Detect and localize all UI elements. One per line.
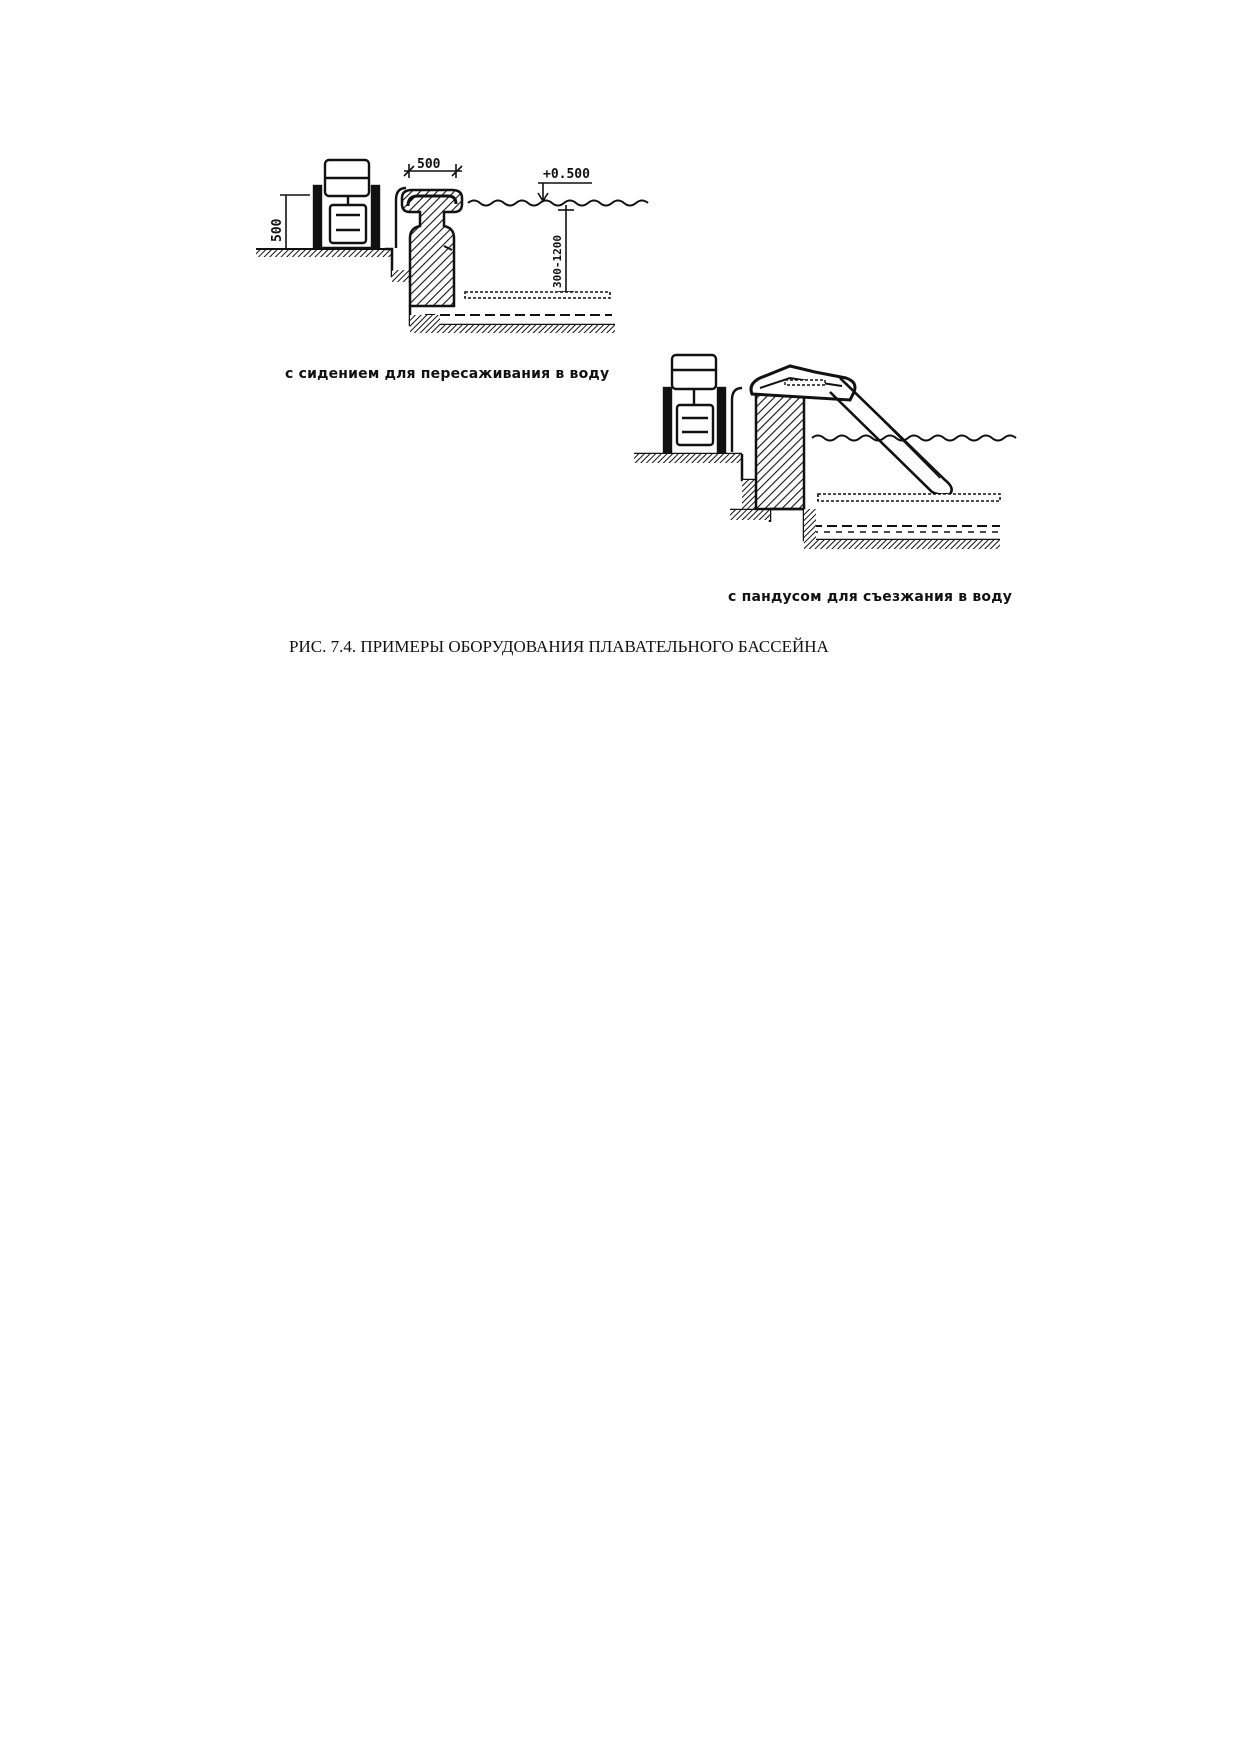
transfer-seat-caption: с сидением для пересаживания в воду bbox=[285, 366, 610, 382]
pool-bottom-left bbox=[410, 306, 615, 333]
wheelchair-icon bbox=[313, 160, 380, 248]
figure bbox=[0, 0, 1240, 700]
ramp-caption: с пандусом для съезжания в воду bbox=[728, 589, 1013, 605]
water-surface-left bbox=[468, 201, 648, 206]
seat-height-label: 500 bbox=[270, 218, 285, 242]
pool-floor-mat-right bbox=[818, 494, 1000, 501]
deck-ground-right bbox=[634, 454, 770, 522]
water-level-label: +0.500 bbox=[543, 167, 590, 182]
pool-equipment-drawing bbox=[0, 0, 1240, 700]
wheelchair-side-icon bbox=[664, 355, 742, 452]
depth-label: 300-1200 bbox=[551, 235, 564, 288]
pool-wall-column bbox=[756, 393, 804, 509]
water-level-mark bbox=[538, 183, 592, 201]
transfer-seat-block bbox=[402, 190, 462, 306]
water-surface-right bbox=[812, 436, 1016, 441]
figure-title: РИС. 7.4. ПРИМЕРЫ ОБОРУДОВАНИЯ ПЛАВАТЕЛЬНОГО БАССЕЙНА bbox=[289, 637, 829, 656]
pool-floor-mat-left bbox=[465, 292, 610, 298]
ramp-diagram bbox=[634, 355, 1016, 549]
pool-bottom-right bbox=[770, 509, 1000, 549]
seat-width-label: 500 bbox=[417, 157, 441, 172]
deck-ground-left bbox=[256, 249, 410, 282]
transfer-seat-diagram bbox=[256, 157, 648, 333]
